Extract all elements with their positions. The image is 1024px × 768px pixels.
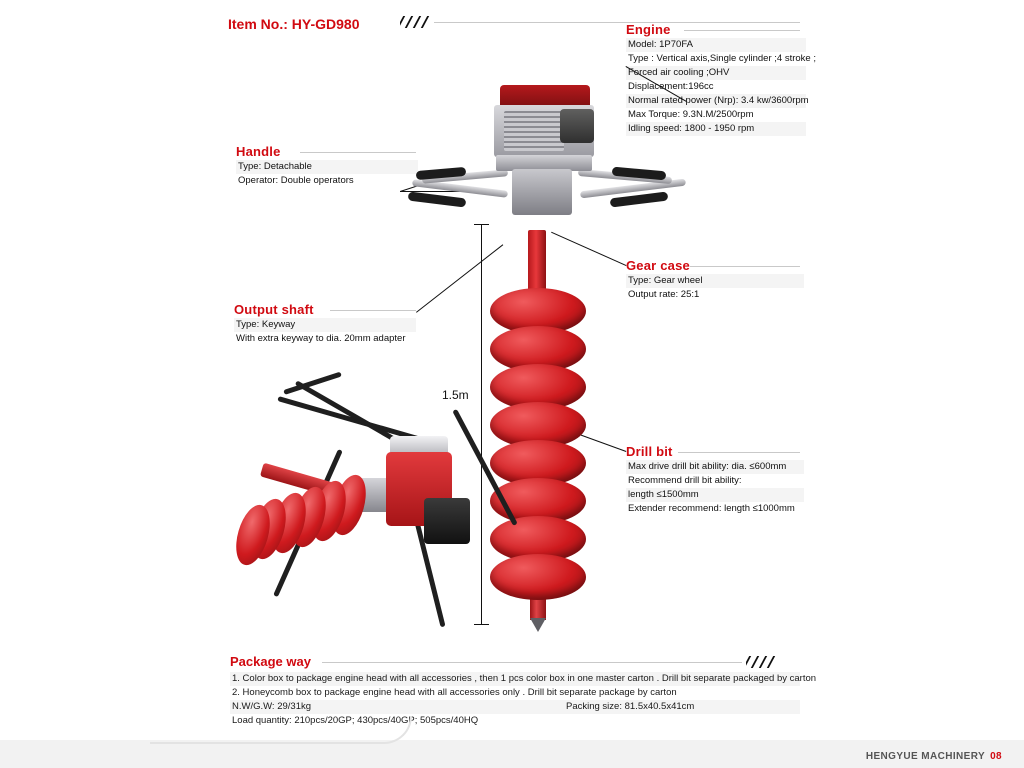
item-number	[228, 16, 359, 32]
engine-cooling-fins	[504, 111, 564, 151]
package-row	[230, 672, 817, 686]
handle-grip-left	[408, 191, 467, 207]
drill-bit-title: Drill bit	[626, 444, 673, 459]
engine-spec-row: Displacement:196cc	[626, 80, 806, 94]
engine-title: Engine	[626, 22, 671, 37]
gear-case-title: Gear case	[626, 258, 690, 273]
footer-page-number: 08	[990, 751, 1002, 762]
engine-spec-row: Type : Vertical axis,Single cylinder ;4 stroke ;	[628, 53, 816, 64]
auger-tip	[530, 618, 546, 632]
output-shaft-spec-row: Type: Keyway	[234, 318, 416, 332]
drill-bit-specs	[626, 460, 804, 516]
engine-spec-row: Model: 1P70FA	[626, 38, 806, 52]
gear-case-illustration	[512, 169, 572, 215]
footer-brand-name: HENGYUE MACHINERY	[865, 751, 986, 762]
handle-spec-row: Type: Detachable	[236, 160, 418, 174]
engine-title-rule	[684, 30, 800, 31]
dimension-label: 1.5m	[442, 388, 469, 402]
engine-spec-row: Forced air cooling ;OHV	[626, 66, 806, 80]
handle-grip-right	[610, 191, 669, 207]
air-filter-housing	[560, 109, 594, 143]
machine-engine-base	[424, 498, 470, 544]
output-shaft-title-rule	[330, 310, 416, 311]
handle-title: Handle	[236, 144, 281, 159]
package-row-left: 1. Color box to package engine head with all accessories , then 1 pcs color box in one master carton . Drill bit separate packaged by carton	[232, 673, 817, 684]
machine-frame-bar	[295, 380, 401, 444]
engine-spec-row: Normal rated power (Nrp): 3.4 kw/3600rpm	[628, 95, 809, 106]
engine-spec-row: Idling speed: 1800 - 1950 rpm	[626, 122, 806, 136]
package-row-left: Load quantity: 210pcs/20GP; 430pcs/40GP; 505pcs/40HQ	[232, 715, 479, 726]
engine-cover	[500, 85, 590, 107]
package-row-left: 2. Honeycomb box to package engine head with all accessories only . Drill bit separate package by carton	[232, 687, 677, 698]
gear-case-spec-row: Output rate: 25:1	[626, 288, 804, 302]
item-number-label: Item No.:	[228, 16, 288, 32]
output-shaft-specs	[234, 318, 416, 346]
full-machine-illustration	[238, 370, 503, 635]
drill-bit-spec-row: Max drive drill bit ability: dia. ≤600mm	[626, 460, 804, 474]
package-row	[230, 686, 800, 700]
footer-brand	[866, 751, 1002, 762]
engine-spec-row: Max Torque: 9.3N.M/2500rpm	[626, 108, 806, 122]
gear-case-title-rule	[690, 266, 800, 267]
drill-bit-spec-row: Extender recommend: length ≤1000mm	[626, 502, 804, 516]
output-shaft-leader-line	[416, 244, 503, 313]
auger-drill-bit-illustration	[495, 230, 605, 630]
drill-bit-spec-row: length ≤1500mm	[626, 488, 804, 502]
hatch-decor-item	[400, 16, 434, 28]
handle-specs	[236, 160, 418, 188]
output-shaft-title: Output shaft	[234, 302, 314, 317]
hatch-decor-package	[746, 656, 780, 668]
item-number-value: HY-GD980	[291, 16, 360, 32]
gear-case-spec-row: Type: Gear wheel	[626, 274, 804, 288]
drill-bit-spec-row: Recommend drill bit ability:	[626, 474, 804, 488]
handle-spec-row: Operator: Double operators	[236, 174, 418, 188]
engine-head-illustration	[460, 85, 660, 225]
handle-title-rule	[300, 152, 416, 153]
output-shaft-spec-row: With extra keyway to dia. 20mm adapter	[234, 332, 416, 346]
package-row	[230, 700, 800, 714]
package-row-right: Packing size: 81.5x40.5x41cm	[566, 701, 695, 712]
drill-bit-title-rule	[678, 452, 800, 453]
gear-case-specs	[626, 274, 804, 302]
package-way-title: Package way	[230, 654, 311, 669]
package-row-left: N.W/G.W: 29/31kg	[232, 701, 312, 712]
auger-flight	[490, 554, 586, 600]
footer-decor-swoosh	[150, 716, 412, 744]
item-number-rule	[434, 22, 800, 23]
package-way-title-rule	[322, 662, 742, 663]
